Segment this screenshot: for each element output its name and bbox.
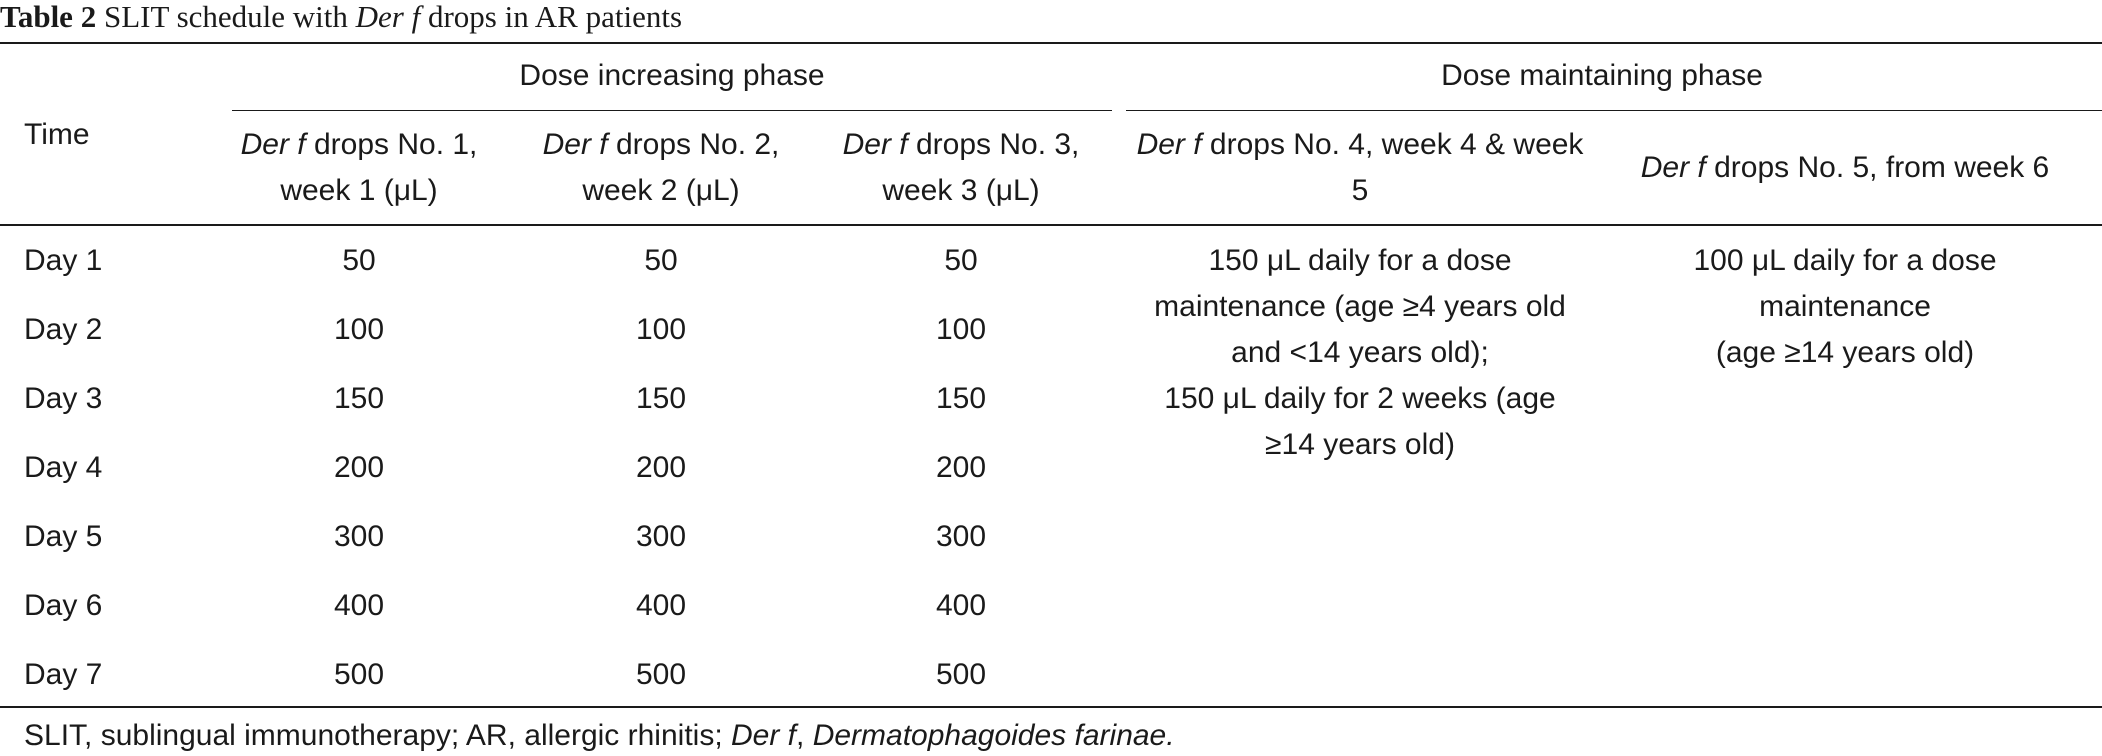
group-rule-increasing [232,110,1112,111]
maint-col-4-line-2: maintenance (age ≥4 years old [1154,290,1566,323]
row-2-col-2: 100 [635,313,687,346]
header-bottom-rule [0,224,2102,226]
row-6-col-1: 400 [333,589,385,622]
header-col-3-text: drops No. 3, week 3 (μL) [882,128,1080,207]
header-col-5 [1600,145,2090,191]
caption-italic: Der f [355,0,421,34]
row-3-col-2: 150 [635,382,687,415]
row-day-2: Day 2 [24,313,103,346]
header-col-2-text: drops No. 2, week 2 (μL) [582,128,780,207]
row-5-col-3: 300 [935,520,987,553]
group-rule-maintaining [1126,110,2102,111]
maint-col-4-line-4: 150 μL daily for 2 weeks (age [1164,382,1556,415]
footnote-text: SLIT, sublingual immunotherapy; AR, allergic rhinitis; [24,719,731,752]
maint-col-5-line-2: maintenance [1759,290,1931,323]
row-6-col-2: 400 [635,589,687,622]
maintenance-col-5 [1610,238,2080,376]
row-4-col-1: 200 [333,451,385,484]
row-day-3: Day 3 [24,382,103,415]
header-col-2 [520,122,802,214]
header-col-4-text: drops No. 4, week 4 & week 5 [1201,128,1584,207]
row-day-5: Day 5 [24,520,103,553]
header-group-maintaining: Dose maintaining phase [1441,59,1763,92]
row-3-col-3: 150 [935,382,987,415]
row-1-col-3: 50 [944,244,978,277]
row-4-col-2: 200 [635,451,687,484]
header-col-5-text: drops No. 5, from week 6 [1705,151,2050,184]
header-col-4-italic: Der f [1136,128,1202,161]
row-6-col-3: 400 [935,589,987,622]
top-rule [0,42,2102,44]
maint-col-5-line-3: (age ≥14 years old) [1715,336,1975,369]
footnote-italic-abbr: Der f [731,719,797,752]
row-day-4: Day 4 [24,451,103,484]
header-col-3 [836,122,1086,214]
maint-col-4-line-5: ≥14 years old) [1265,428,1455,461]
table-caption [0,0,682,36]
header-col-3-italic: Der f [842,128,908,161]
maint-col-5-line-1: 100 μL daily for a dose [1693,244,1997,277]
header-col-5-italic: Der f [1640,151,1706,184]
header-col-1 [232,122,486,214]
row-1-col-2: 50 [644,244,678,277]
header-col-1-text: drops No. 1, week 1 (μL) [280,128,478,207]
row-5-col-1: 300 [333,520,385,553]
row-4-col-3: 200 [935,451,987,484]
maint-col-4-line-3: and <14 years old); [1231,336,1489,369]
footnote-italic-sep: , [796,719,813,752]
row-2-col-3: 100 [935,313,987,346]
row-3-col-1: 150 [333,382,385,415]
row-7-col-3: 500 [935,658,987,691]
row-2-col-1: 100 [333,313,385,346]
row-5-col-2: 300 [635,520,687,553]
row-day-6: Day 6 [24,589,103,622]
header-col-4 [1126,122,1594,214]
footnote-italic-full: Dermatophagoides farinae. [812,719,1175,752]
caption-text-before: SLIT schedule with [103,0,348,34]
maint-col-4-line-1: 150 μL daily for a dose [1208,244,1512,277]
caption-text-after: drops in AR patients [427,0,683,34]
maintenance-col-4 [1110,238,1610,468]
table-bottom-rule [0,706,2102,708]
row-day-1: Day 1 [24,244,103,277]
row-7-col-1: 500 [333,658,385,691]
header-col-1-italic: Der f [240,128,306,161]
header-col-2-italic: Der f [542,128,608,161]
header-time: Time [24,118,90,151]
row-7-col-2: 500 [635,658,687,691]
row-1-col-1: 50 [342,244,376,277]
table-footnote [24,716,1175,756]
caption-label: Table 2 [0,0,97,34]
row-day-7: Day 7 [24,658,103,691]
header-group-increasing: Dose increasing phase [519,59,825,92]
